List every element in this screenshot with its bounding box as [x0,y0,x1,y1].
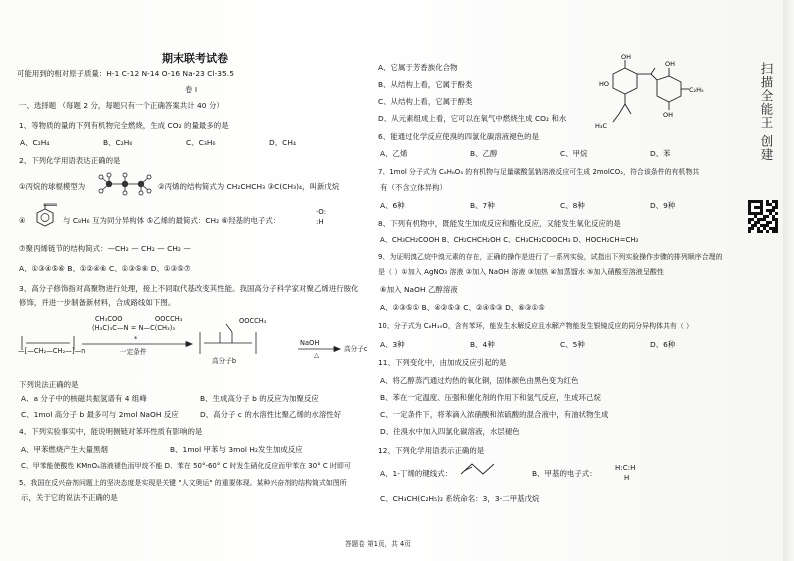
q2-line1a: ①丙烷的球棍模型为 [19,182,86,191]
question-10: 10、分子式为 C₈H₁₀O，含有苯环，能发生水解反应且水解产物能发生银镜反应的同分异构体共有（ ） [378,322,693,330]
question-11: 11、下列变化中，由加成反应引起的是 [378,358,507,367]
q10-option-b: B、4种 [470,340,495,349]
scheme-star: * [134,335,138,343]
mol-oh-bottom: OH [663,111,674,119]
qr-module [766,230,769,233]
question-9-line3: ⑥加入 NaOH 乙醇溶液 [380,285,458,294]
question-6: 6、能通过化学反应使溴的四氯化碳溶液褪色的是 [378,132,540,141]
q11-option-b: B、苯在一定温度、压强和催化剂的作用下和氢气反应，生成环己烷 [380,393,601,402]
q1-option-c: C、C₃H₆ [186,138,216,147]
question-4: 4、下列实验事实中，能说明侧链对苯环性质有影响的是 [19,427,203,436]
scheme-ester-group: OOCCH₃ [239,317,267,325]
question-5-line1: 5、我国在反兴奋剂问题上的坚决态度是实现是关键 "人文奥运" 的重要体现。某种兴奋剂的结构简式如图所 [19,479,347,487]
scheme-polymer-b: 高分子b [212,357,237,365]
question-7-line2: 有（不含立体异构） [380,183,447,192]
q2-line1b: ②丙烯的结构简式为 CH₂CHCH₃ ③C(CH₃)₄，叫新戊烷 [158,182,340,191]
q11-option-a: A、将乙醇蒸汽通过灼热的氧化铜，固体颜色由黑色变为红色 [380,376,579,385]
q7-option-c: C、8种 [560,201,585,210]
q7-option-d: D、9种 [650,201,676,210]
q3-option-a: A、a 分子中的核磁共振氢谱有 4 组峰 [21,394,147,403]
q2-line3: ⑦聚丙烯链节的结构简式：—CH₂ — CH₂ — CH₂ — [19,244,191,253]
q3-option-c: C、1mol 高分子 b 最多可与 2mol NaOH 反应 [21,410,179,419]
q10-option-c: C、5种 [560,340,585,349]
scheme-top-left: CH₃COO [95,315,123,323]
question-9-line2: 是（ ）①加入 AgNO₃ 溶液 ②加入 NaOH 溶液 ③加热 ④加蒸馏水 ⑤加入硝酸至溶液呈酸性 [378,268,664,276]
page-title: 期末联考试卷 [162,52,228,65]
scheme-top-right: OOCCH₃ [155,315,183,323]
section-heading: 一、选择题 （每题 2 分，每题只有一个正确答案共计 40 分） [19,101,224,110]
mol-ethyl: C₂H₅ [689,86,704,94]
butene-skeletal-formula [458,458,504,478]
q1-option-d: D、CH₄ [269,138,297,147]
q5-option-c: C、从结构上看，它属于醇类 [378,97,473,106]
page-footer: 答题卷 第1页，共 4页 [345,540,411,548]
q2-options: A、①③④⑤⑥ B、①②④⑥ C、①③⑤⑥ D、①③⑤⑦ [19,264,191,273]
scheme-naoh: NaOH [300,339,320,347]
q2-line2b: 与 C₈H₆ 互为同分异构体 ⑤乙烯的最简式：CH₂ ⑥羟基的电子式： [63,216,281,225]
scanner-watermark: 扫描全能王 创建 [759,62,774,162]
q6-option-a: A、乙烯 [380,149,408,158]
question-12: 12、下列化学用语表示正确的是 [378,446,485,455]
q10-option-d: D、6种 [650,340,676,349]
hydroxyl-electron-top: ·O: [316,208,327,216]
q6-option-d: D、苯 [650,149,671,158]
phenylacetylene-structure [27,203,61,229]
scheme-condition: 一定条件 [120,348,147,356]
question-9-line1: 9、为证明溴乙烷中溴元素的存在，正确的操作是进行了一系列实验，试指出下列实验操作步骤的排列顺序合理的 [378,253,723,261]
q7-option-a: A、6种 [380,201,405,210]
scheme-heat: △ [314,351,320,359]
qr-module [751,227,754,230]
q3-option-d: D、高分子 c 的水溶性比聚乙烯的水溶性好 [200,410,342,419]
question-5-line2: 示，关于它的说法不正确的是 [21,493,118,502]
q9-options: A、②③⑤① B、④②⑤③ C、②④⑤③ D、⑥③①⑤ [380,303,545,312]
methyl-electron-top: H:C:H [615,464,636,472]
qr-code [748,200,778,233]
mol-oh-right-top: OH [665,60,676,68]
q10-option-a: A、3种 [380,340,405,349]
qr-module [775,206,778,209]
question-3-line2: 修饰，并进一步制备新材料，合成路线如下图。 [19,298,176,307]
q11-option-c: C、一定条件下，将苯滴入浓硝酸和浓硫酸的混合液中，有油状物生成 [380,410,609,419]
scheme-polymer-c: 高分子c [344,345,368,353]
mol-h3c: H₃C [595,122,608,130]
q2-line2a: ④ [19,216,26,225]
qr-module [748,230,751,233]
q6-option-c: C、甲烷 [560,149,588,158]
methyl-electron-bottom: H [624,474,630,482]
mol-ho-left: HO [599,80,610,88]
q7-option-b: B、7种 [470,201,495,210]
volume-label: 卷 I [185,85,198,94]
scheme-reagent: (H₃C)₃C—N = N—C(CH₃)₃ [92,324,176,332]
q1-option-b: B、C₂H₆ [103,138,133,147]
q6-option-b: B、乙醇 [470,149,498,158]
q8-options: A、CH₃CH₂COOH B、CH₂CHCH₂OH C、CH₃CH₂COOCH₃ D、HOCH₂CH=CH₂ [380,236,639,244]
qr-module [769,221,772,224]
propane-ball-stick-model [95,172,155,196]
question-1: 1、等物质的量的下列有机物完全燃烧，生成 CO₂ 的量最多的是 [19,121,229,130]
q5-option-d: D、从元素组成上看，它可以在氧气中燃烧生成 CO₂ 和水 [378,114,567,123]
q5-option-b: B、从结构上看，它属于酚类 [378,80,473,89]
q12-option-a: A、1-丁烯的键线式： [380,469,453,478]
qr-module [775,230,778,233]
question-3-line1: 3、高分子修饰指对高聚物进行处理，接上不同取代基改变其性能。我国高分子科学家对聚乙烯进行胺化 [19,284,359,293]
q3-option-b: B、生成高分子 b 的反应为加聚反应 [200,394,319,403]
synthesis-scheme [18,310,368,372]
q5-option-a: A、它属于芳香族化合物 [378,63,458,72]
qr-module [766,215,769,218]
qr-module [775,212,778,215]
page-edge [783,0,794,561]
stimulant-structure [585,52,710,136]
q12-option-c: C、CH₃CH(C₂H₅)₂ 系统命名：3，3-二甲基戊烷 [380,494,540,503]
question-2: 2、下列化学用语表达正确的是 [19,156,121,165]
qr-module [760,230,763,233]
question-8: 8、下列有机物中，既能发生加成反应和酯化反应，又能发生氧化反应的是 [378,219,621,228]
q4-option-a: A、甲苯燃烧产生大量黑烟 [21,445,108,454]
question-7-line1: 7、1mol 分子式为 C₆H₈O₃ 的有机物与足量碳酸氢钠溶液反应可生成 2molCO₂，符合该条件的有机物共 [378,168,700,176]
hydroxyl-electron-bottom: :H [316,218,324,226]
q11-option-d: D、往溴水中加入四氯化碳溶液，水层褪色 [380,427,520,436]
q12-option-b: B、甲基的电子式： [532,469,597,478]
mol-oh-top: OH [621,53,632,61]
q1-option-a: A、C₂H₄ [20,138,50,147]
atomic-masses: 可能用到的相对原子质量：H-1 C-12 N-14 O-16 Na-23 Cl-35.5 [17,69,234,78]
q3-prompt: 下列说法正确的是 [19,380,79,389]
q4-option-cd: C、甲苯能使酸性 KMnO₄溶液褪色而甲烷不能 D、苯在 50°-60° C 时发生硝化反应而甲苯在 30° C 时即可 [21,462,351,470]
q4-option-b: B、1mol 甲苯与 3mol H₂发生加成反应 [170,445,303,454]
scheme-polyethylene-a: —[—CH₂—CH₂—]—n [18,347,86,355]
